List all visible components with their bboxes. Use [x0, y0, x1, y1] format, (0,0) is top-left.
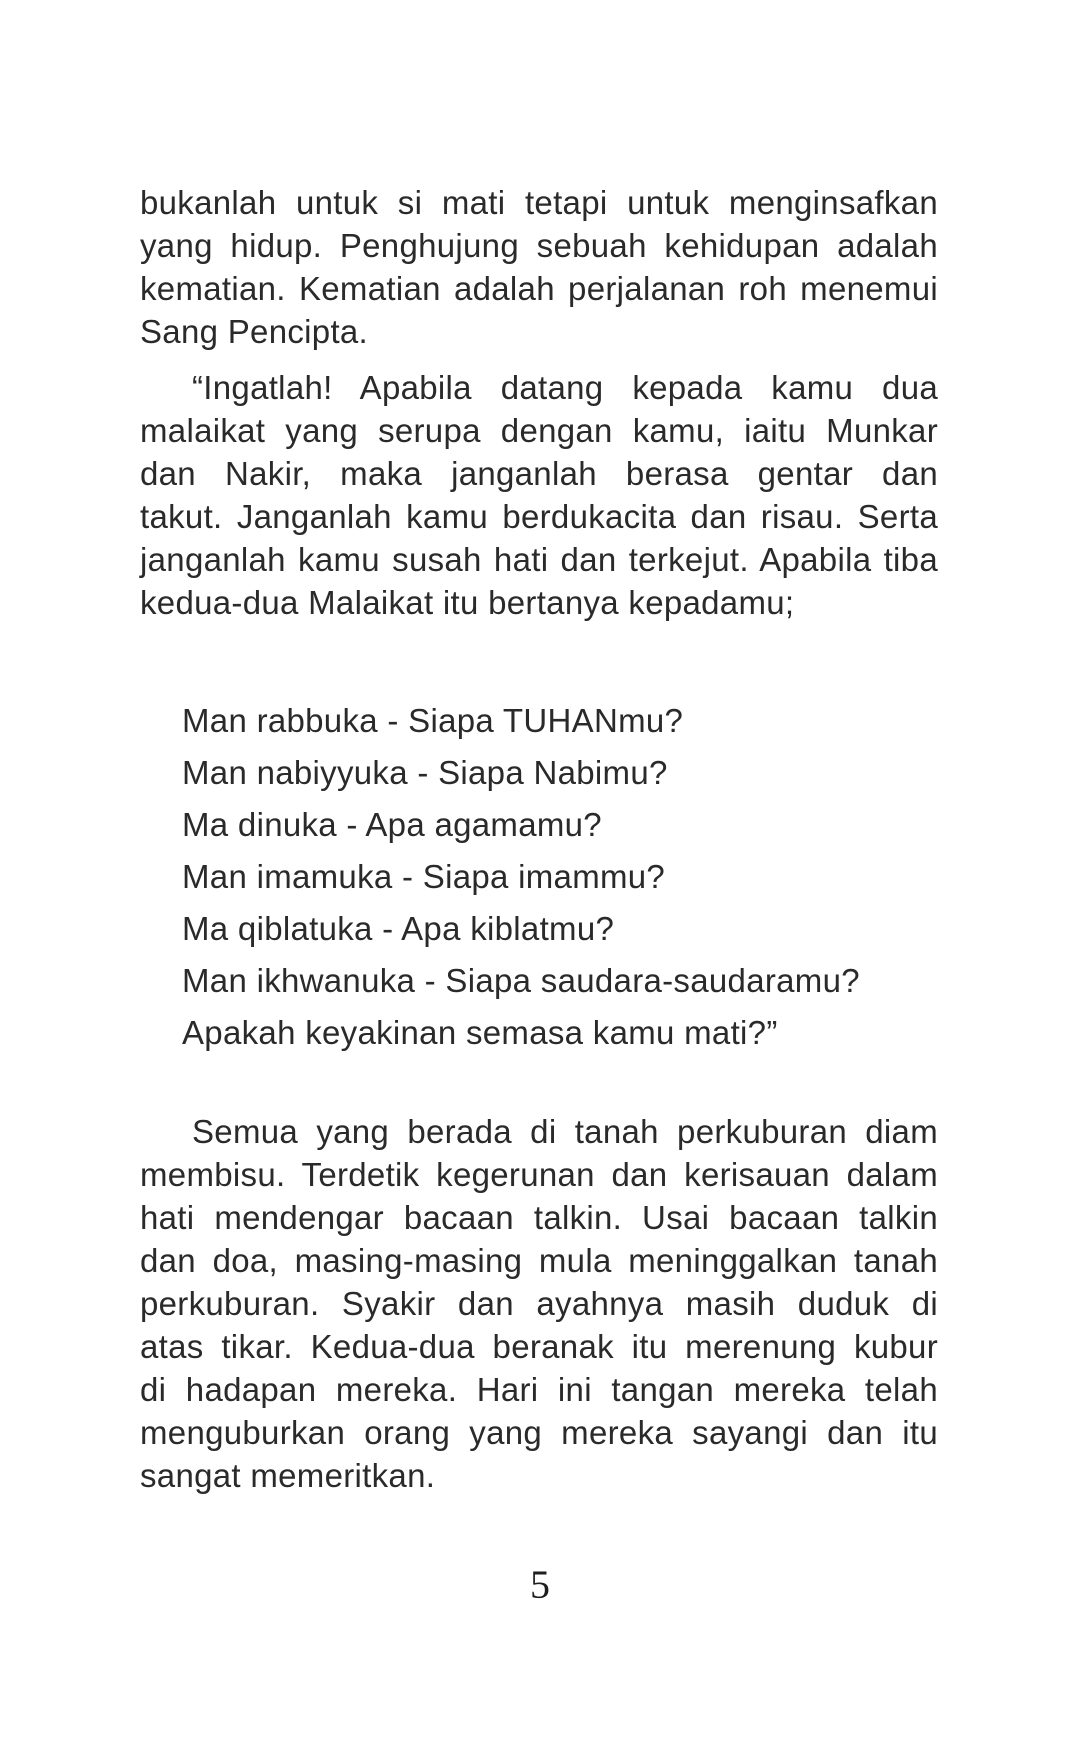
text-line: perkuburan. Syakir dan ayahnya masih duduk di — [140, 1285, 938, 1322]
text-line: janganlah kamu susah hati dan terkejut. Apabila tiba — [140, 541, 938, 578]
text-line: yang hidup. Penghujung sebuah kehidupan adalah — [140, 227, 938, 264]
question-line: Ma dinuka - Apa agamamu? — [182, 806, 602, 843]
question-line: Man ikhwanuka - Siapa saudara-saudaramu? — [182, 962, 860, 999]
page-number: 5 — [530, 1562, 550, 1607]
question-line: Man imamuka - Siapa imammu? — [182, 858, 666, 895]
text-line: kedua-dua Malaikat itu bertanya kepadamu; — [140, 584, 795, 621]
text-line: menguburkan orang yang mereka sayangi dan itu — [140, 1414, 938, 1451]
text-line: dan Nakir, maka janganlah berasa gentar dan — [140, 455, 938, 492]
text-line: “Ingatlah! Apabila datang kepada kamu dua — [192, 369, 938, 406]
text-line: Semua yang berada di tanah perkuburan diam — [192, 1113, 938, 1150]
paragraph-angels-quote — [140, 366, 938, 624]
paragraph-continuation — [140, 181, 938, 353]
question-line: Man nabiyyuka - Siapa Nabimu? — [182, 754, 668, 791]
text-line: atas tikar. Kedua-dua beranak itu merenung kubur — [140, 1328, 938, 1365]
text-line: bukanlah untuk si mati tetapi untuk menginsafkan — [140, 184, 938, 221]
text-line: sangat memeritkan. — [140, 1457, 436, 1494]
text-line: di hadapan mereka. Hari ini tangan mereka telah — [140, 1371, 938, 1408]
question-line: Man rabbuka - Siapa TUHANmu? — [182, 702, 684, 739]
question-line: Apakah keyakinan semasa kamu mati?” — [182, 1014, 778, 1051]
paragraph-burial-scene — [140, 1110, 938, 1497]
text-line: takut. Janganlah kamu berdukacita dan risau. Serta — [140, 498, 938, 535]
text-line: Sang Pencipta. — [140, 313, 369, 350]
text-line: dan doa, masing-masing mula meninggalkan tanah — [140, 1242, 938, 1279]
page-text-block — [140, 181, 938, 1497]
grave-questions-list — [140, 695, 938, 1059]
question-line: Ma qiblatuka - Apa kiblatmu? — [182, 910, 615, 947]
text-line: hati mendengar bacaan talkin. Usai bacaan talkin — [140, 1199, 938, 1236]
text-line: malaikat yang serupa dengan kamu, iaitu Munkar — [140, 412, 938, 449]
text-line: membisu. Terdetik kegerunan dan kerisauan dalam — [140, 1156, 938, 1193]
text-line: kematian. Kematian adalah perjalanan roh menemui — [140, 270, 938, 307]
